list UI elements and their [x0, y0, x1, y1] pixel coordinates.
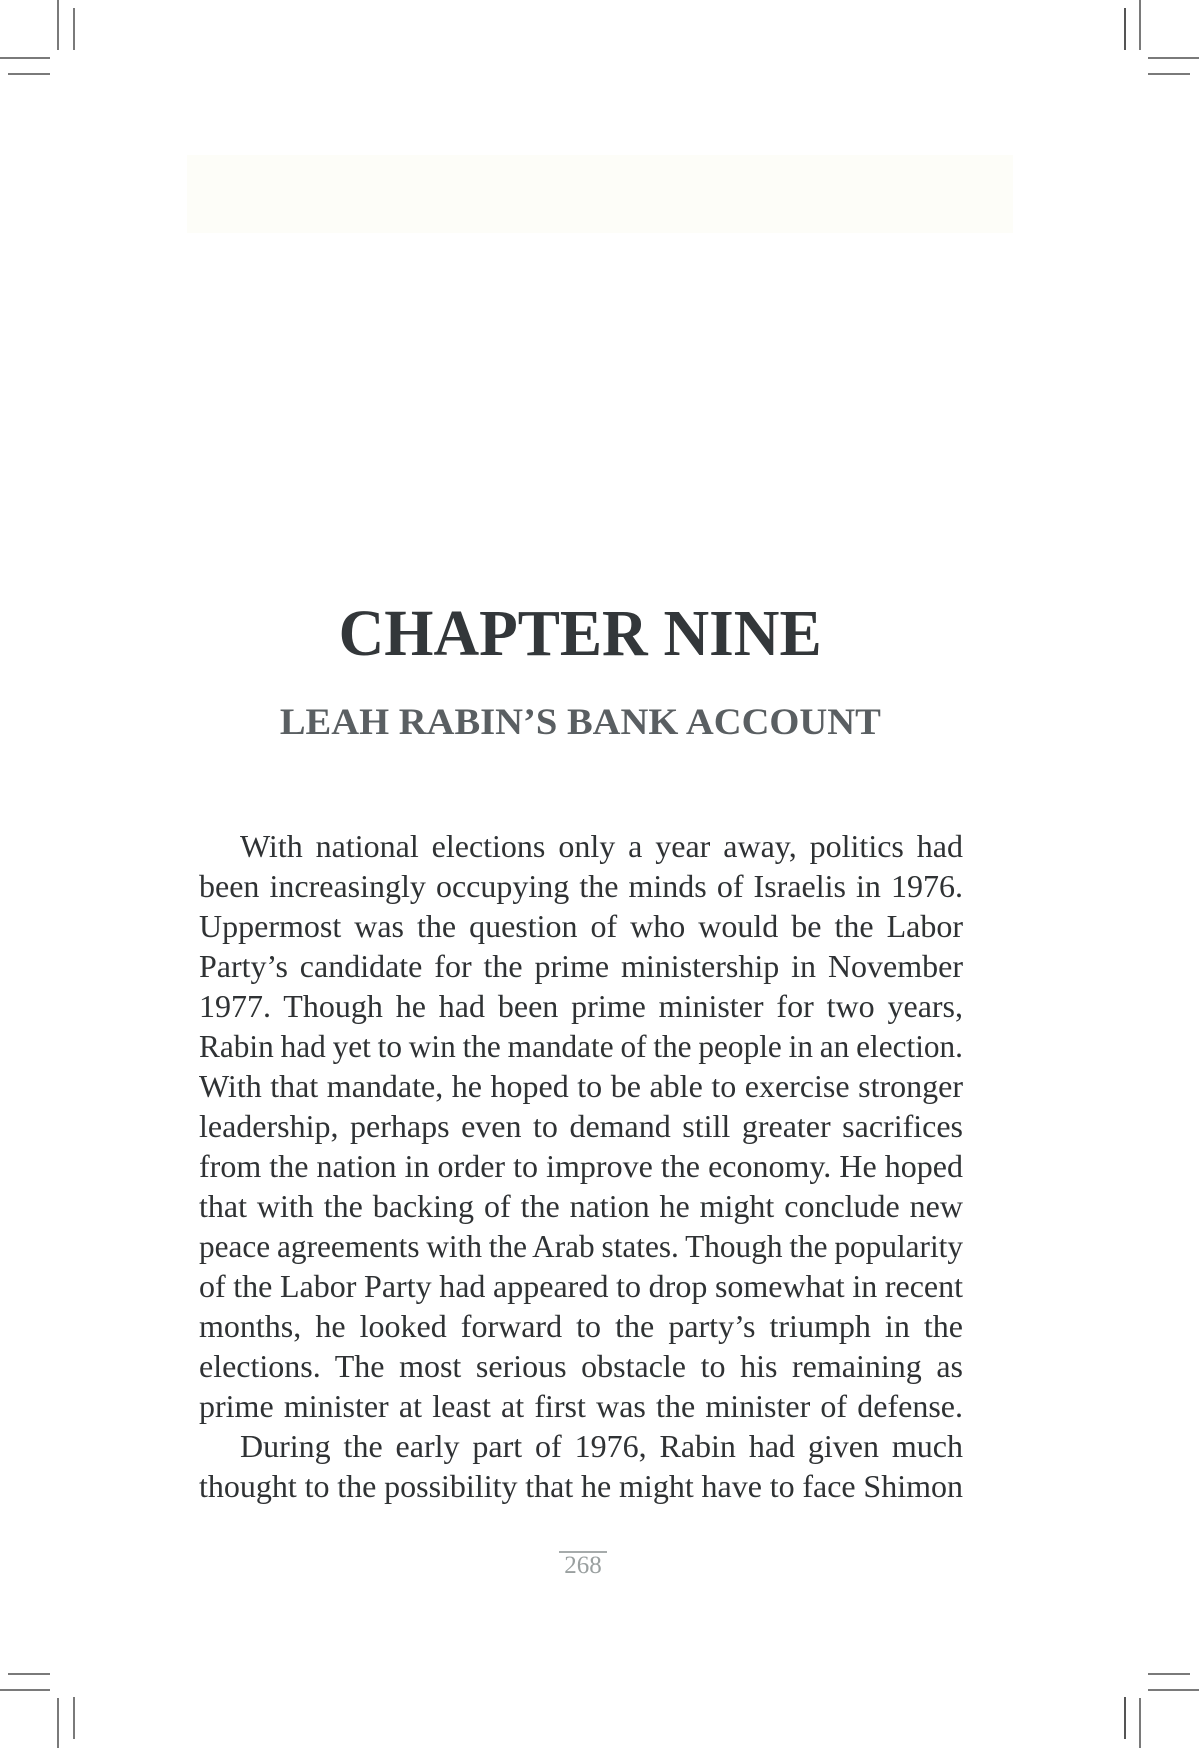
paragraph-1-line [199, 1186, 963, 1226]
line-text: months, he looked forward to the party’s triumph in the [199, 1308, 963, 1344]
chapter-title [0, 594, 1161, 674]
line-text: With that mandate, he hoped to be able to exercise stronger [199, 1068, 963, 1104]
crop-mark-top-right-horizontal-outer [1148, 57, 1199, 59]
paragraph-1-line [199, 1226, 963, 1266]
paragraph-1-line [199, 1026, 963, 1066]
paragraph-1-line [199, 1106, 963, 1146]
paragraph-1-line [199, 1146, 963, 1186]
chapter-subtitle-text: LEAH RABIN’S BANK ACCOUNT [279, 702, 881, 743]
line-text: Uppermost was the question of who would be the Labor [199, 908, 963, 944]
page-number: 268 [564, 1552, 602, 1579]
line-text: thought to the possibility that he might have to face Shimon [199, 1468, 964, 1504]
body-text [199, 826, 963, 1506]
line-text: 1977. Though he had been prime minister for two years, [199, 988, 963, 1024]
paragraph-1-line [199, 866, 963, 906]
crop-mark-bottom-right-vertical-inner [1124, 1697, 1126, 1739]
chapter-subtitle [0, 700, 1161, 746]
paragraph-1-line [199, 946, 963, 986]
crop-mark-bottom-left-vertical-outer [57, 1698, 59, 1748]
crop-mark-bottom-right-horizontal-inner [1148, 1673, 1190, 1675]
paragraph-1-line [199, 906, 963, 946]
line-text: prime minister at least at first was the minister of defense. [199, 1388, 963, 1424]
line-text: peace agreements with the Arab states. Though the popularity [199, 1228, 963, 1264]
line-text: from the nation in order to improve the economy. He hoped [199, 1148, 963, 1184]
paragraph-1-line [199, 1066, 963, 1106]
crop-mark-top-right-vertical-inner [1124, 8, 1126, 50]
paragraph-1-line [199, 826, 963, 866]
crop-mark-top-left-vertical-outer [57, 0, 59, 50]
crop-mark-bottom-left-vertical-inner [73, 1697, 75, 1739]
line-text: With national elections only a year away, politics had [240, 828, 963, 864]
crop-mark-bottom-right-vertical-outer [1139, 1698, 1141, 1748]
paragraph-1-line [199, 1266, 963, 1306]
header-tint-band [187, 155, 1013, 233]
line-text: been increasingly occupying the minds of Israelis in 1976. [199, 868, 963, 904]
line-text: that with the backing of the nation he might conclude new [199, 1188, 963, 1224]
chapter-title-text: CHAPTER NINE [339, 597, 822, 670]
paragraph-2-line [199, 1426, 963, 1466]
paragraph-1-line [199, 986, 963, 1026]
crop-mark-bottom-left-horizontal-inner [8, 1673, 50, 1675]
line-text: During the early part of 1976, Rabin had given much [240, 1428, 963, 1464]
line-text: leadership, perhaps even to demand still greater sacrifices [199, 1108, 963, 1144]
paragraph-1-line [199, 1346, 963, 1386]
crop-mark-bottom-right-horizontal-outer [1148, 1689, 1199, 1691]
crop-mark-top-left-horizontal-outer [0, 57, 50, 59]
crop-mark-top-left-horizontal-inner [8, 73, 50, 75]
crop-mark-top-right-horizontal-inner [1148, 73, 1190, 75]
crop-mark-bottom-left-horizontal-outer [0, 1689, 50, 1691]
line-text: of the Labor Party had appeared to drop somewhat in recent [199, 1268, 963, 1304]
line-text: Party’s candidate for the prime ministership in November [199, 948, 963, 984]
crop-mark-top-left-vertical-inner [73, 8, 75, 50]
line-text: Rabin had yet to win the mandate of the people in an election. [199, 1028, 963, 1064]
paragraph-1-line [199, 1306, 963, 1346]
line-text: elections. The most serious obstacle to his remaining as [199, 1348, 963, 1384]
paragraph-1-line [199, 1386, 963, 1426]
crop-mark-top-right-vertical-outer [1139, 0, 1141, 50]
paragraph-2-line [199, 1466, 963, 1506]
